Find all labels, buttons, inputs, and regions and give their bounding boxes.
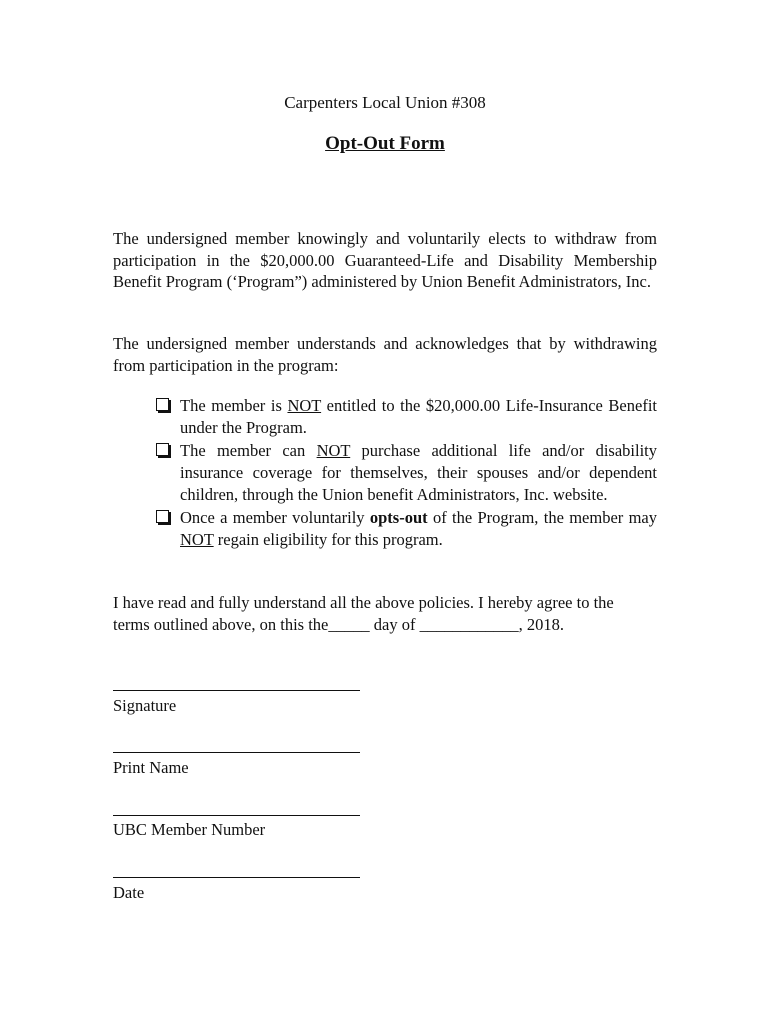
signature-line[interactable] (113, 690, 360, 691)
checkbox-icon[interactable] (156, 443, 169, 456)
organization-name: Carpenters Local Union #308 (284, 93, 486, 112)
list-item: Once a member voluntarily opts-out of the Program, the member may NOT regain eligibility for this program. (155, 507, 657, 551)
form-title: Opt-Out Form (325, 133, 445, 154)
print-name-line[interactable] (113, 752, 360, 753)
checkbox-icon[interactable] (156, 510, 169, 523)
agreement-statement (113, 592, 657, 635)
acknowledgement-statement: The undersigned member understands and acknowledges that by withdrawing from participation in the program: (113, 334, 657, 375)
print-name-label: Print Name (113, 758, 189, 777)
acknowledgement-list (155, 395, 657, 552)
member-number-line[interactable] (113, 815, 360, 816)
agreement-line-2[interactable]: terms outlined above, on this the_____ day of ____________, 2018. (113, 614, 564, 634)
list-item: The member can NOT purchase additional life and/or disability insurance coverage for themselves, their spouses and/or dependent children, through the Union benefit Administrators, Inc. website. (155, 440, 657, 506)
member-number-label: UBC Member Number (113, 820, 266, 839)
checkbox-icon[interactable] (156, 398, 169, 411)
date-label: Date (113, 883, 145, 902)
date-line[interactable] (113, 877, 360, 878)
list-item: The member is NOT entitled to the $20,000.00 Life-Insurance Benefit under the Program. (155, 395, 657, 439)
withdrawal-statement: The undersigned member knowingly and voluntarily elects to withdraw from participation in the $20,000.00 Guaranteed-Life and Disability Membership Benefit Program (‘Program”) administered by Union Benefit Administrators, Inc. (113, 229, 657, 291)
agreement-line-1: I have read and fully understand all the above policies. I hereby agree to the (113, 593, 614, 612)
signature-label: Signature (113, 696, 177, 715)
